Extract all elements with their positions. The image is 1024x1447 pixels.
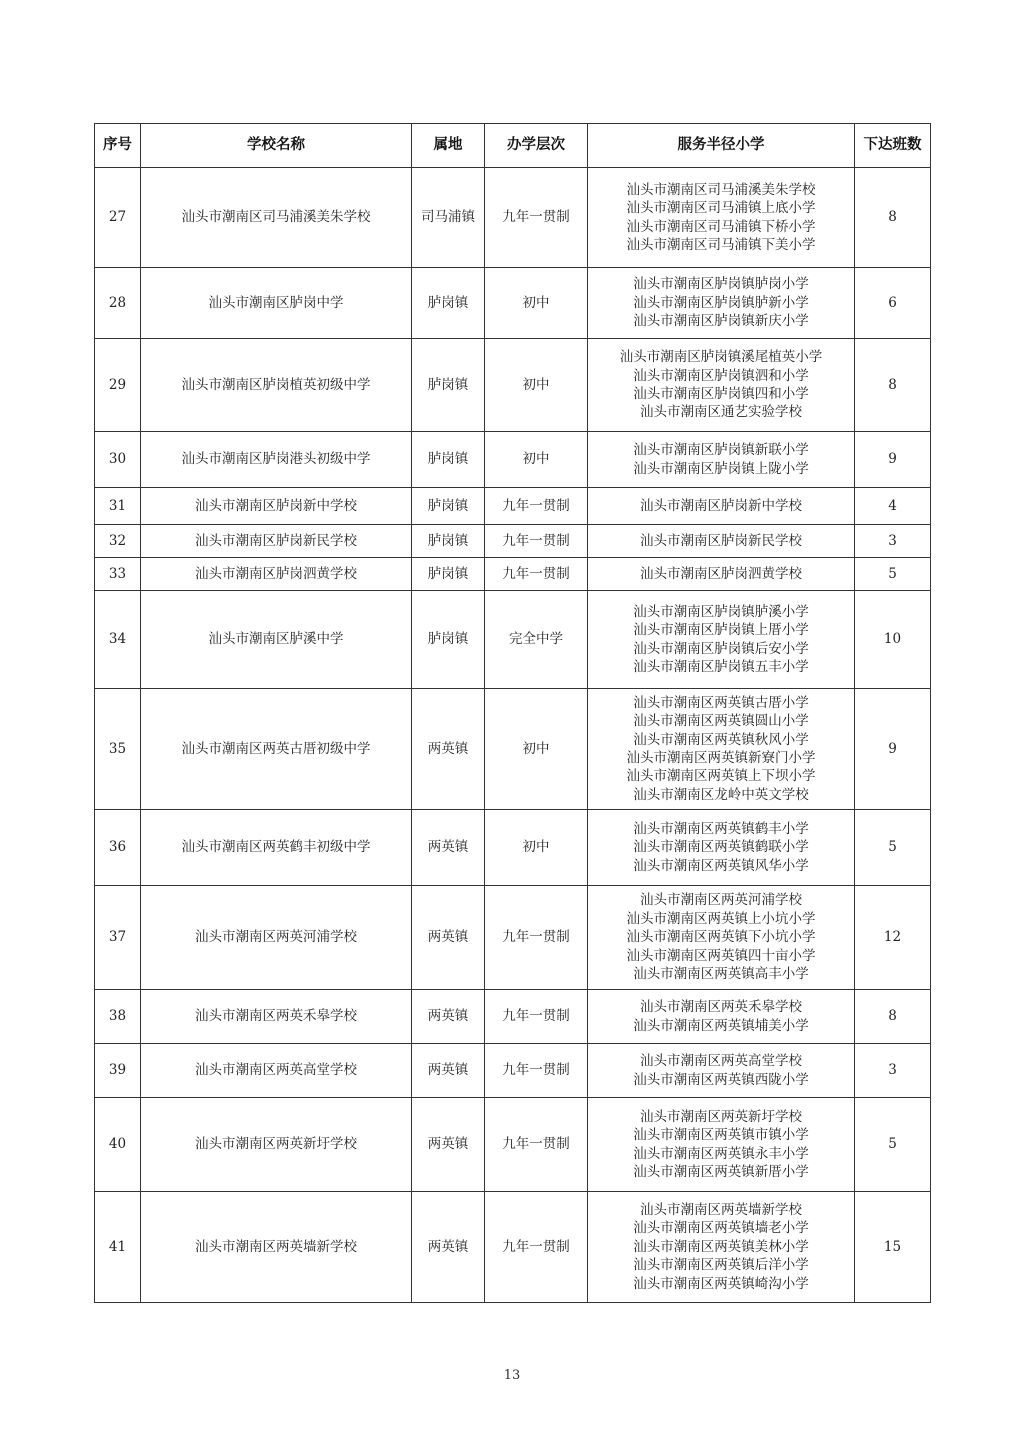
cell-town: 两英镇 [412,886,485,990]
service-school-line: 汕头市潮南区两英新圩学校 [640,1108,802,1125]
cell-service-schools [588,339,855,432]
table-body [95,168,931,1303]
service-school-line: 汕头市潮南区两英镇永丰小学 [633,1145,809,1162]
cell-service-schools [588,689,855,810]
table-row [95,558,931,591]
cell-level: 九年一贯制 [485,488,588,525]
cell-town: 胪岗镇 [412,432,485,488]
cell-town: 胪岗镇 [412,558,485,591]
cell-level: 九年一贯制 [485,525,588,558]
table-row [95,488,931,525]
cell-town: 胪岗镇 [412,339,485,432]
cell-classes: 8 [855,168,931,268]
cell-school-name: 汕头市潮南区胪岗中学 [141,268,412,339]
service-school-line: 汕头市潮南区司马浦镇下美小学 [626,236,816,253]
cell-town: 两英镇 [412,1192,485,1303]
service-school-line: 汕头市潮南区两英禾皋学校 [640,999,802,1016]
table-row [95,268,931,339]
cell-seq: 40 [95,1098,141,1192]
table-row [95,1098,931,1192]
cell-school-name: 汕头市潮南区胪岗新民学校 [141,525,412,558]
table-row [95,168,931,268]
cell-classes: 10 [855,591,931,689]
service-school-line: 汕头市潮南区两英镇市镇小学 [633,1127,809,1144]
cell-town: 两英镇 [412,689,485,810]
cell-level: 九年一贯制 [485,990,588,1044]
service-school-line: 汕头市潮南区胪岗泗黄学校 [640,565,802,582]
cell-level: 初中 [485,339,588,432]
cell-level: 初中 [485,432,588,488]
table-row [95,1044,931,1098]
cell-service-schools [588,268,855,339]
cell-classes: 6 [855,268,931,339]
service-school-line: 汕头市潮南区两英镇墙老小学 [633,1220,809,1237]
cell-level: 九年一贯制 [485,168,588,268]
service-school-line: 汕头市潮南区胪岗镇五丰小学 [633,658,809,675]
service-school-line: 汕头市潮南区司马浦镇上底小学 [626,200,816,217]
cell-level: 初中 [485,689,588,810]
service-school-line: 汕头市潮南区两英镇古厝小学 [633,694,809,711]
cell-seq: 27 [95,168,141,268]
cell-seq: 32 [95,525,141,558]
header-seq: 序号 [95,124,141,168]
service-school-line: 汕头市潮南区两英镇高丰小学 [633,966,809,983]
cell-classes: 15 [855,1192,931,1303]
cell-level: 初中 [485,268,588,339]
cell-classes: 9 [855,432,931,488]
service-school-line: 汕头市潮南区两英镇鹤丰小学 [633,820,809,837]
cell-school-name: 汕头市潮南区胪岗港头初级中学 [141,432,412,488]
cell-classes: 8 [855,990,931,1044]
cell-classes: 9 [855,689,931,810]
service-school-line: 汕头市潮南区两英镇新厝小学 [633,1163,809,1180]
cell-seq: 31 [95,488,141,525]
cell-level: 九年一贯制 [485,1044,588,1098]
school-allocation-table [94,123,931,1303]
table-row [95,525,931,558]
cell-school-name: 汕头市潮南区两英河浦学校 [141,886,412,990]
cell-service-schools [588,1044,855,1098]
cell-seq: 34 [95,591,141,689]
cell-classes: 3 [855,525,931,558]
cell-town: 两英镇 [412,990,485,1044]
service-school-line: 汕头市潮南区胪岗镇胪新小学 [633,294,809,311]
service-school-line: 汕头市潮南区两英镇上下坝小学 [626,768,816,785]
cell-level: 初中 [485,810,588,886]
cell-classes: 4 [855,488,931,525]
cell-town: 两英镇 [412,1098,485,1192]
service-school-line: 汕头市潮南区两英镇西陇小学 [633,1071,809,1088]
header-service-schools: 服务半径小学 [588,124,855,168]
service-school-line: 汕头市潮南区两英镇上小坑小学 [626,910,816,927]
cell-school-name: 汕头市潮南区胪溪中学 [141,591,412,689]
cell-level: 九年一贯制 [485,886,588,990]
cell-school-name: 汕头市潮南区两英新圩学校 [141,1098,412,1192]
service-school-line: 汕头市潮南区两英镇下小坑小学 [626,929,816,946]
cell-seq: 30 [95,432,141,488]
table-row [95,990,931,1044]
cell-classes: 5 [855,810,931,886]
cell-school-name: 汕头市潮南区两英高堂学校 [141,1044,412,1098]
table-row [95,689,931,810]
service-school-line: 汕头市潮南区司马浦溪美朱学校 [626,181,816,198]
service-school-line: 汕头市潮南区胪岗新民学校 [640,532,802,549]
header-classes: 下达班数 [855,124,931,168]
service-school-line: 汕头市潮南区两英镇风华小学 [633,857,809,874]
service-school-line: 汕头市潮南区胪岗镇溪尾植英小学 [619,349,823,366]
service-school-line: 汕头市潮南区龙岭中英文学校 [633,786,809,803]
table-row [95,886,931,990]
service-school-line: 汕头市潮南区两英镇后洋小学 [633,1257,809,1274]
cell-service-schools [588,1098,855,1192]
cell-service-schools [588,591,855,689]
cell-level: 九年一贯制 [485,1098,588,1192]
cell-service-schools [588,886,855,990]
service-school-line: 汕头市潮南区胪岗镇上厝小学 [633,622,809,639]
cell-classes: 12 [855,886,931,990]
cell-level: 完全中学 [485,591,588,689]
cell-seq: 39 [95,1044,141,1098]
service-school-line: 汕头市潮南区两英镇新寮门小学 [626,750,816,766]
cell-town: 两英镇 [412,810,485,886]
cell-level: 九年一贯制 [485,1192,588,1303]
service-school-line: 汕头市潮南区两英镇美林小学 [633,1238,809,1255]
cell-classes: 5 [855,1098,931,1192]
service-school-line: 汕头市潮南区两英墙新学校 [640,1201,802,1218]
cell-service-schools [588,1192,855,1303]
cell-school-name: 汕头市潮南区两英古厝初级中学 [141,689,412,810]
cell-classes: 3 [855,1044,931,1098]
cell-service-schools [588,990,855,1044]
cell-seq: 37 [95,886,141,990]
cell-seq: 36 [95,810,141,886]
cell-service-schools [588,168,855,268]
header-row [95,124,931,168]
cell-school-name: 汕头市潮南区司马浦溪美朱学校 [141,168,412,268]
service-school-line: 汕头市潮南区胪岗镇上陇小学 [633,460,809,477]
cell-service-schools [588,558,855,591]
table-row [95,1192,931,1303]
service-school-line: 汕头市潮南区胪岗镇胪岗小学 [633,276,809,293]
cell-school-name: 汕头市潮南区两英墙新学校 [141,1192,412,1303]
cell-seq: 33 [95,558,141,591]
service-school-line: 汕头市潮南区两英高堂学校 [640,1053,802,1070]
service-school-line: 汕头市潮南区两英河浦学校 [640,892,802,909]
cell-classes: 8 [855,339,931,432]
table-row [95,810,931,886]
cell-seq: 29 [95,339,141,432]
cell-service-schools [588,432,855,488]
cell-town: 胪岗镇 [412,488,485,525]
cell-town: 司马浦镇 [412,168,485,268]
header-level: 办学层次 [485,124,588,168]
cell-classes: 5 [855,558,931,591]
cell-school-name: 汕头市潮南区两英鹤丰初级中学 [141,810,412,886]
cell-town: 两英镇 [412,1044,485,1098]
cell-school-name: 汕头市潮南区胪岗泗黄学校 [141,558,412,591]
service-school-line: 汕头市潮南区两英镇崎沟小学 [633,1275,809,1292]
service-school-line: 汕头市潮南区两英镇四十亩小学 [626,947,816,964]
service-school-line: 汕头市潮南区胪岗镇四和小学 [633,386,809,402]
cell-town: 胪岗镇 [412,268,485,339]
cell-seq: 38 [95,990,141,1044]
table-row [95,432,931,488]
cell-seq: 35 [95,689,141,810]
cell-service-schools [588,810,855,886]
service-school-line: 汕头市潮南区胪岗镇胪溪小学 [633,603,809,620]
header-school-name: 学校名称 [141,124,412,168]
cell-school-name: 汕头市潮南区胪岗新中学校 [141,488,412,525]
service-school-line: 汕头市潮南区司马浦镇下桥小学 [626,218,816,235]
cell-service-schools [588,488,855,525]
service-school-line: 汕头市潮南区两英镇埔美小学 [633,1017,809,1034]
cell-level: 九年一贯制 [485,558,588,591]
service-school-line: 汕头市潮南区两英镇鹤联小学 [633,839,809,856]
cell-service-schools [588,525,855,558]
table-row [95,591,931,689]
service-school-line: 汕头市潮南区胪岗镇后安小学 [633,640,809,657]
cell-school-name: 汕头市潮南区两英禾皋学校 [141,990,412,1044]
table-row [95,339,931,432]
header-town: 属地 [412,124,485,168]
service-school-line: 汕头市潮南区两英镇圆山小学 [633,713,809,730]
page-number: 13 [503,1368,521,1383]
service-school-line: 汕头市潮南区胪岗镇泗和小学 [633,367,809,384]
cell-town: 胪岗镇 [412,591,485,689]
cell-school-name: 汕头市潮南区胪岗植英初级中学 [141,339,412,432]
service-school-line: 汕头市潮南区胪岗新中学校 [640,497,802,514]
cell-seq: 41 [95,1192,141,1303]
service-school-line: 汕头市潮南区通艺实验学校 [640,404,802,421]
service-school-line: 汕头市潮南区胪岗镇新庆小学 [633,313,809,330]
cell-seq: 28 [95,268,141,339]
service-school-line: 汕头市潮南区两英镇秋风小学 [633,731,809,748]
cell-town: 胪岗镇 [412,525,485,558]
service-school-line: 汕头市潮南区胪岗镇新联小学 [633,442,809,459]
